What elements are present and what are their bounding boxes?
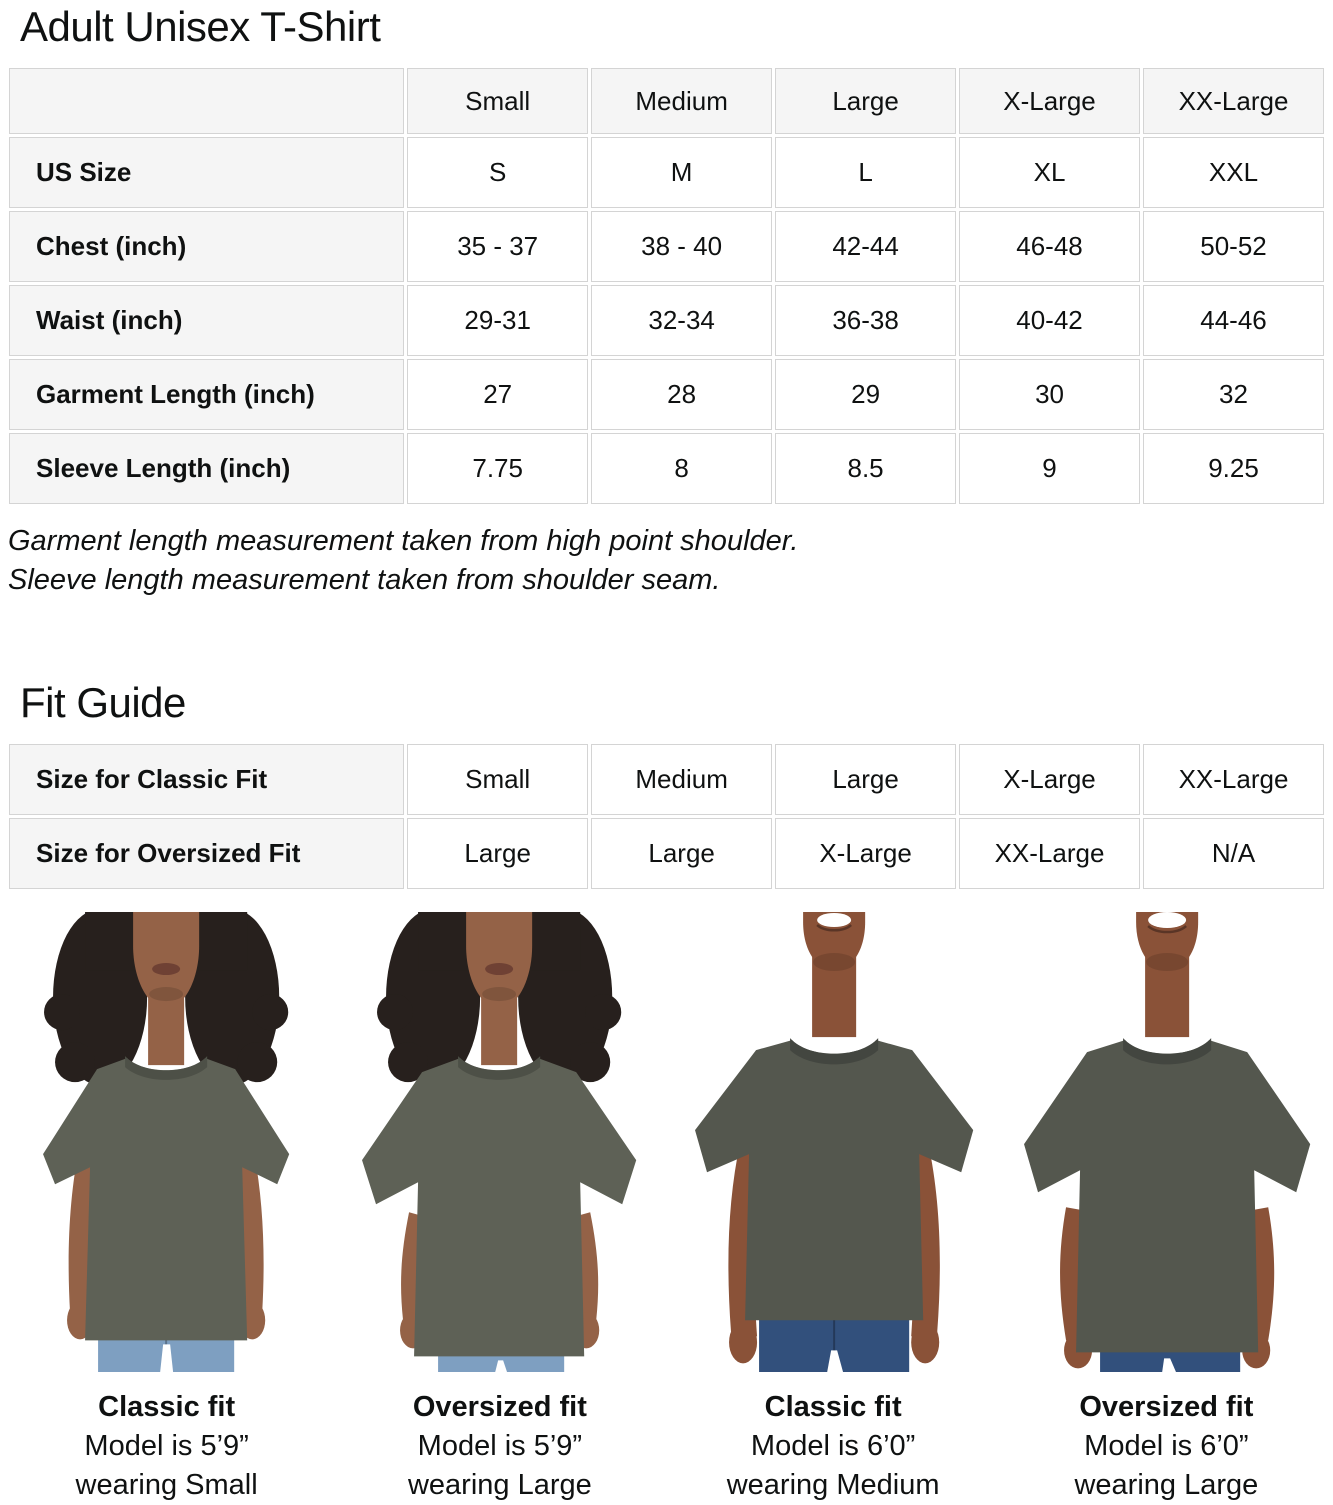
fit-cell: XX-Large	[1143, 744, 1324, 815]
row-label: Sleeve Length (inch)	[9, 433, 404, 504]
size-cell: 44-46	[1143, 285, 1324, 356]
caption-wearing-size: wearing Large	[407, 1469, 592, 1502]
fit-cell: Large	[775, 744, 956, 815]
size-cell: 29	[775, 359, 956, 430]
size-cell: 35 - 37	[407, 211, 588, 282]
header-blank-cell	[9, 68, 404, 134]
table-row	[9, 359, 1324, 430]
size-cell: 50-52	[1143, 211, 1324, 282]
size-cell: XL	[959, 137, 1140, 208]
model-photo-oversized-mens	[1000, 912, 1333, 1505]
size-cell: 38 - 40	[591, 211, 772, 282]
table-row	[9, 211, 1324, 282]
column-header: Large	[775, 68, 956, 134]
size-cell: M	[591, 137, 772, 208]
table-row	[9, 285, 1324, 356]
caption-model-height: Model is 5’9”	[417, 1430, 583, 1463]
row-label: US Size	[9, 137, 404, 208]
model-column-oversized-womens	[333, 912, 666, 1505]
table-row	[9, 818, 1324, 889]
model-illustration-classic-womens	[0, 912, 333, 1372]
fit-cell: N/A	[1143, 818, 1324, 889]
model-illustration-oversized-womens	[333, 912, 666, 1372]
caption-wearing-size: wearing Large	[1074, 1469, 1259, 1502]
model-photo-classic-mens	[667, 912, 1000, 1505]
size-cell: S	[407, 137, 588, 208]
model-column-classic-mens	[667, 912, 1000, 1505]
row-label: Chest (inch)	[9, 211, 404, 282]
caption-fit-label: Oversized fit	[412, 1391, 587, 1424]
model-caption	[333, 1388, 666, 1505]
fit-cell: X-Large	[959, 744, 1140, 815]
fit-cell: Large	[407, 818, 588, 889]
table-header-row	[9, 68, 1324, 134]
caption-wearing-size: wearing Medium	[726, 1469, 940, 1502]
caption-fit-label: Classic fit	[764, 1391, 902, 1424]
size-cell: 29-31	[407, 285, 588, 356]
size-cell: XXL	[1143, 137, 1324, 208]
size-cell: 8.5	[775, 433, 956, 504]
size-cell: 40-42	[959, 285, 1140, 356]
fit-cell: Medium	[591, 744, 772, 815]
caption-wearing-size: wearing Small	[75, 1469, 258, 1502]
model-illustration-oversized-mens	[1000, 912, 1333, 1372]
size-cell: 9	[959, 433, 1140, 504]
column-header: X-Large	[959, 68, 1140, 134]
caption-model-height: Model is 6’0”	[1084, 1430, 1249, 1463]
note-sleeve-length: Sleeve length measurement taken from shoulder seam.	[8, 564, 721, 596]
size-chart-table	[6, 65, 1327, 507]
caption-model-height: Model is 6’0”	[750, 1430, 916, 1463]
caption-fit-label: Oversized fit	[1079, 1391, 1254, 1424]
size-cell: 46-48	[959, 211, 1140, 282]
model-column-oversized-mens	[1000, 912, 1333, 1505]
caption-fit-label: Classic fit	[98, 1391, 236, 1424]
model-photo-oversized-womens	[333, 912, 666, 1505]
size-cell: 30	[959, 359, 1140, 430]
size-cell: 8	[591, 433, 772, 504]
fit-cell: Small	[407, 744, 588, 815]
size-cell: 27	[407, 359, 588, 430]
note-garment-length: Garment length measurement taken from high point shoulder.	[8, 525, 799, 557]
size-cell: 32	[1143, 359, 1324, 430]
fit-guide-title: Fit Guide	[20, 679, 186, 726]
row-label: Waist (inch)	[9, 285, 404, 356]
model-photo-classic-womens	[0, 912, 333, 1505]
row-label: Size for Oversized Fit	[9, 818, 404, 889]
table-row	[9, 137, 1324, 208]
fit-cell: Large	[591, 818, 772, 889]
model-caption	[667, 1388, 1000, 1505]
size-cell: 42-44	[775, 211, 956, 282]
model-caption	[1000, 1388, 1333, 1505]
fit-guide-table-wrap	[6, 741, 1327, 892]
size-chart-table-wrap	[6, 65, 1327, 507]
size-cell: 7.75	[407, 433, 588, 504]
fit-cell: XX-Large	[959, 818, 1140, 889]
size-cell: 28	[591, 359, 772, 430]
fit-cell: X-Large	[775, 818, 956, 889]
fit-guide-table	[6, 741, 1327, 892]
model-illustration-classic-mens	[667, 912, 1000, 1372]
column-header: Medium	[591, 68, 772, 134]
fit-model-photos	[0, 912, 1333, 1505]
caption-model-height: Model is 5’9”	[84, 1430, 249, 1463]
size-cell: L	[775, 137, 956, 208]
row-label: Garment Length (inch)	[9, 359, 404, 430]
measurement-notes	[8, 522, 1327, 600]
column-header: XX-Large	[1143, 68, 1324, 134]
column-header: Small	[407, 68, 588, 134]
size-cell: 36-38	[775, 285, 956, 356]
size-chart-title: Adult Unisex T-Shirt	[20, 3, 381, 50]
model-column-classic-womens	[0, 912, 333, 1505]
size-cell: 9.25	[1143, 433, 1324, 504]
table-row	[9, 433, 1324, 504]
table-row	[9, 744, 1324, 815]
row-label: Size for Classic Fit	[9, 744, 404, 815]
size-cell: 32-34	[591, 285, 772, 356]
model-caption	[0, 1388, 333, 1505]
